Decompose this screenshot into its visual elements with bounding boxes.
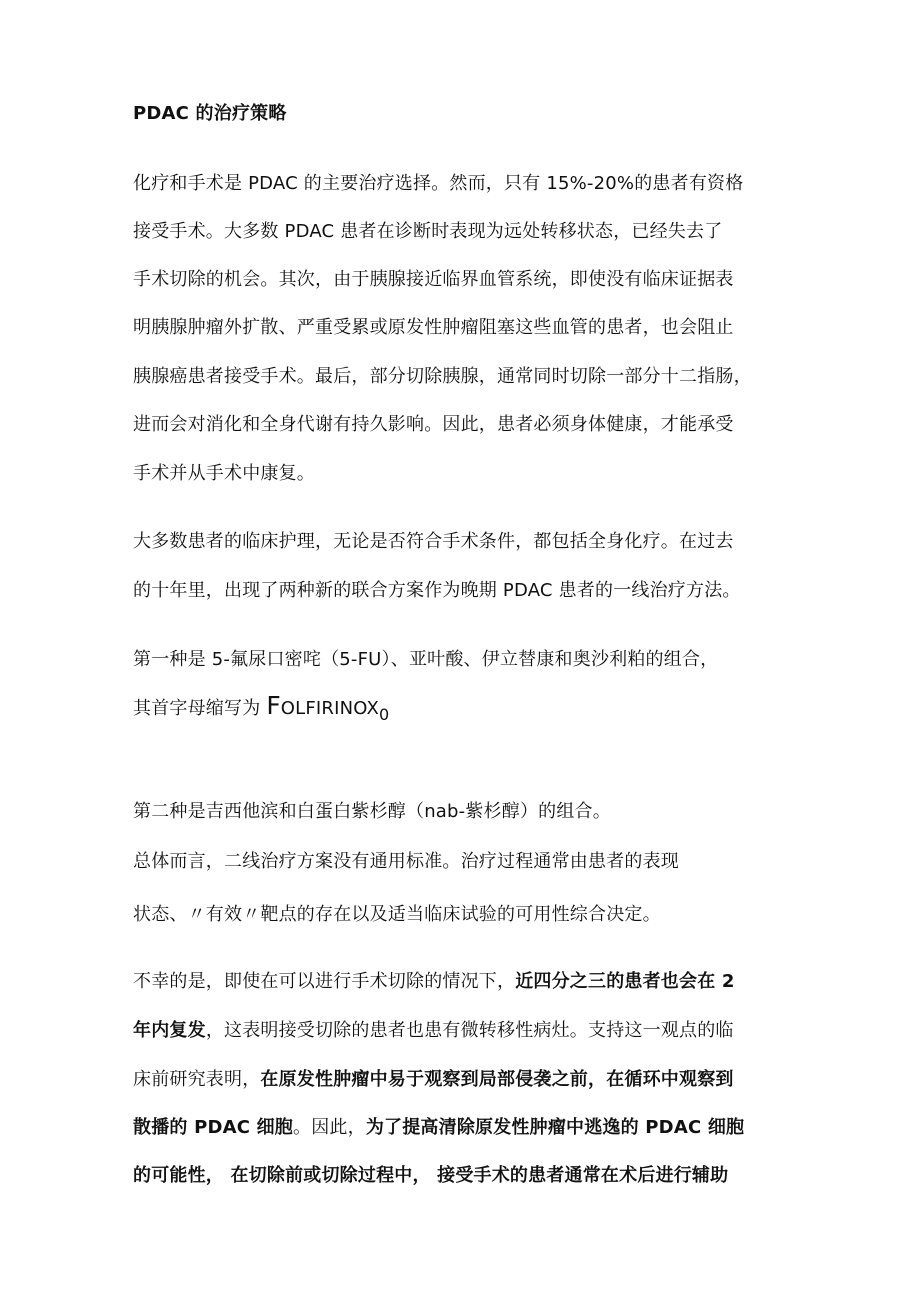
p1-line-3: 手术切除的机会。其次，由于胰腺接近临界血管系统，即使没有临床证据表	[133, 269, 734, 290]
folfirinox-subscript: 0	[379, 705, 390, 724]
p1-line-6: 进而会对消化和全身代谢有持久影响。因此，患者必须身体健康，才能承受	[133, 414, 734, 435]
p1-line-5: 胰腺癌患者接受手术。最后，部分切除胰腺，通常同时切除一部分十二指肠，	[133, 366, 752, 387]
p6-line-4	[133, 1115, 744, 1141]
section-heading: PDAC 的治疗策略	[133, 103, 287, 124]
p6-line-1-bold: 近四分之三的患者也会在 2	[515, 971, 735, 992]
folfirinox-rest: OLFIRINOX	[280, 698, 380, 719]
p2-line-1: 大多数患者的临床护理，无论是否符合手术条件，都包括全身化疗。在过去	[133, 531, 734, 552]
p6-line-2-normal: ，这表明接受切除的患者也患有微转移性病灶。支持这一观点的临	[205, 1020, 734, 1041]
p6-line-3-bold: 在原发性肿瘤中易于观察到局部侵袭之前，在循环中观察到	[260, 1069, 734, 1090]
p6-line-4-normal: 。因此，	[293, 1117, 366, 1138]
p5-line-2: 状态、〃有效〃靶点的存在以及适当临床试验的可用性综合决定。	[133, 904, 661, 925]
p2-line-2: 的十年里，出现了两种新的联合方案作为晚期 PDAC 患者的一线治疗方法。	[133, 580, 741, 601]
p6-line-5: 的可能性， 在切除前或切除过程中， 接受手术的患者通常在术后进行辅助	[133, 1165, 729, 1186]
p6-line-4-bold-a: 散播的 PDAC 细胞	[133, 1117, 294, 1138]
p3-line-2-prefix: 其首字母缩写为	[133, 698, 267, 719]
folfirinox-initial: F	[266, 691, 281, 720]
p6-line-2-bold: 年内复发	[133, 1020, 206, 1041]
p3-line-1: 第一种是 5-氟尿口密咤（5-FU）、亚叶酸、伊立替康和奥沙利粕的组合，	[133, 649, 719, 670]
p1-line-2: 接受手术。大多数 PDAC 患者在诊断时表现为远处转移状态，已经失去了	[133, 221, 723, 242]
p4-line-1: 第二种是吉西他滨和白蛋白紫杉醇（nab-紫杉醇）的组合。	[133, 801, 611, 822]
p6-line-4-bold-b: 为了提高清除原发性肿瘤中逃逸的 PDAC 细胞	[365, 1117, 745, 1138]
p1-line-1: 化疗和手术是 PDAC 的主要治疗选择。然而，只有 15%-20%的患者有资格	[133, 173, 744, 194]
p6-line-1-normal: 不幸的是，即使在可以进行手术切除的情况下，	[133, 971, 516, 992]
p6-line-2	[133, 1018, 734, 1044]
p1-line-4: 明胰腺肿瘤外扩散、严重受累或原发性肿瘤阻塞这些血管的患者，也会阻止	[133, 317, 734, 338]
p6-line-3	[133, 1067, 734, 1093]
p6-line-1	[133, 969, 735, 995]
p5-line-1: 总体而言，二线治疗方案没有通用标准。治疗过程通常由患者的表现	[133, 851, 679, 872]
p3-line-2	[133, 693, 389, 722]
p6-line-3-normal: 床前研究表明，	[133, 1069, 261, 1090]
p1-line-7: 手术并从手术中康复。	[133, 463, 315, 484]
